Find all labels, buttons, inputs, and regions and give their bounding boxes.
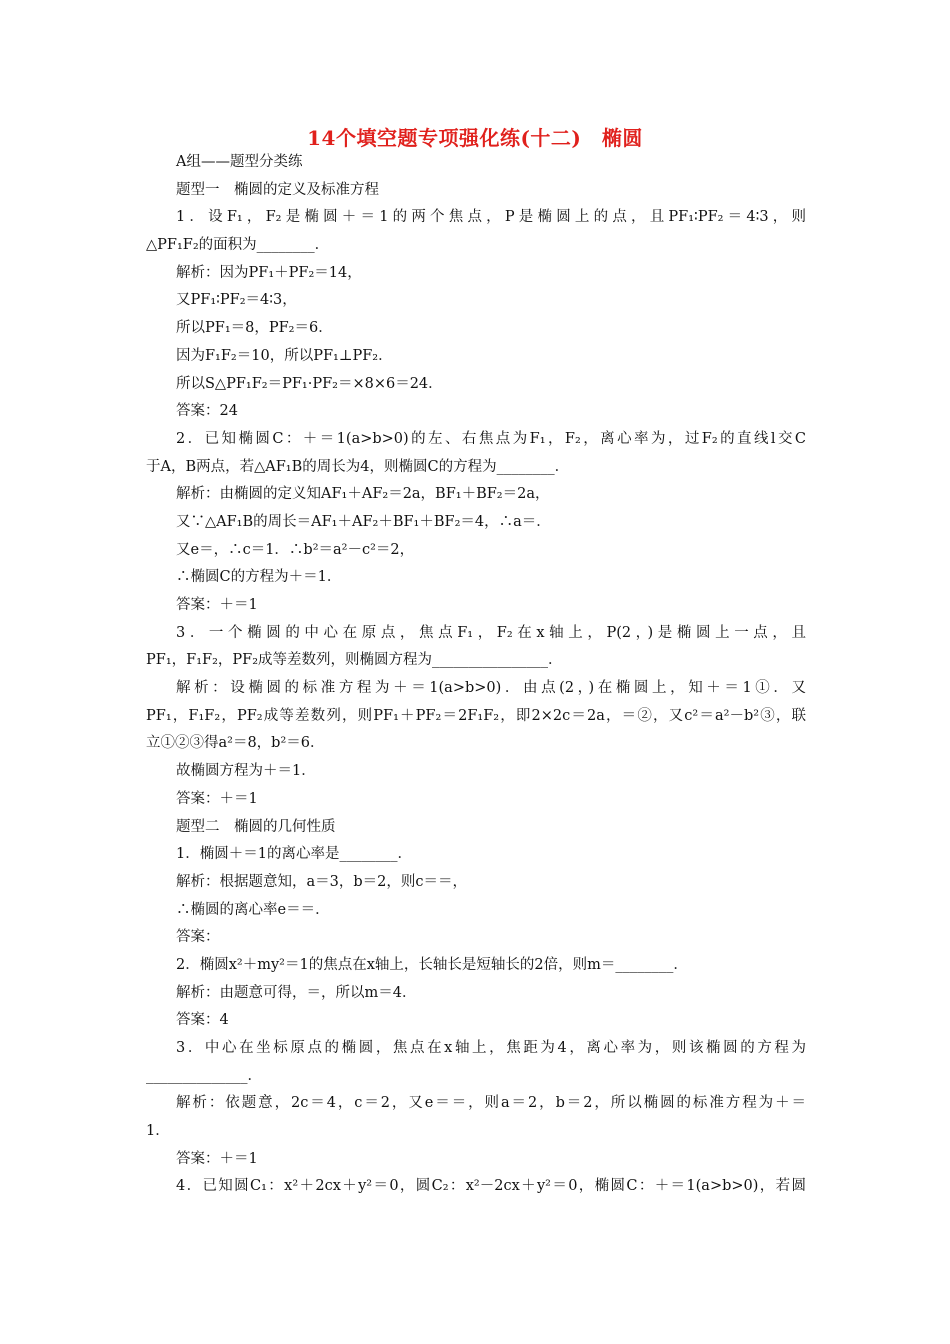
text-line: ______________．: [146, 1067, 262, 1084]
text-line: 1．: [146, 1123, 170, 1140]
text-line: ∴椭圆C的方程为＋＝1．: [176, 569, 342, 586]
text-line: 解析：设椭圆的标准方程为＋＝1(a>b>0)．由点(2，)在椭圆上，知＋＝1①．又: [176, 680, 806, 697]
text-line: 4．已知圆C₁：x²＋2cx＋y²＝0，圆C₂：x²－2cx＋y²＝0，椭圆C：＋＝1(a>b>0)，若圆: [176, 1178, 806, 1195]
text-line: 1．设F₁，F₂是椭圆＋＝1的两个焦点，P是椭圆上的点，且PF₁∶PF₂＝4∶3，则: [176, 209, 806, 226]
text-line: 解析：因为PF₁＋PF₂＝14，: [176, 264, 362, 281]
text-line: 答案：: [176, 929, 220, 946]
text-line: PF₁，F₁F₂，PF₂成等差数列，则椭圆方程为________________．: [146, 652, 563, 669]
text-line: 解析：依题意，2c＝4，c＝2，又e＝＝，则a＝2，b＝2，所以椭圆的标准方程为＋＝: [176, 1095, 806, 1112]
document-body: [146, 149, 806, 1201]
document-title: 14个填空题专项强化练(十二) 椭圆: [307, 126, 643, 150]
text-line: 1．椭圆＋＝1的离心率是________．: [176, 846, 412, 863]
text-line: 答案：＋＝1: [176, 597, 258, 613]
text-line: 又e＝，∴c＝1．∴b²＝a²－c²＝2，: [176, 541, 415, 558]
text-line: 于A，B两点，若△AF₁B的周长为4，则椭圆C的方程为________．: [146, 458, 570, 475]
text-line: 因为F₁F₂＝10，所以PF₁⊥PF₂．: [176, 347, 393, 364]
text-line: 3．中心在坐标原点的椭圆，焦点在x轴上，焦距为4，离心率为，则该椭圆的方程为: [176, 1040, 806, 1056]
text-line: PF₁，F₁F₂，PF₂成等差数列，则PF₁＋PF₂＝2F₁F₂，即2×2c＝2a，＝②，又c²＝a²－b²③，联: [146, 707, 806, 724]
text-line: 故椭圆方程为＋＝1．: [176, 763, 316, 780]
text-line: 2．椭圆x²＋my²＝1的焦点在x轴上，长轴长是短轴长的2倍，则m＝________．: [176, 956, 688, 973]
text-line: 2．已知椭圆C：＋＝1(a>b>0)的左、右焦点为F₁，F₂，离心率为，过F₂的直线l交C: [176, 430, 806, 447]
text-line: 答案：4: [176, 1012, 229, 1029]
text-line: 解析：由椭圆的定义知AF₁＋AF₂＝2a，BF₁＋BF₂＝2a，: [176, 486, 550, 503]
text-line: 3．一个椭圆的中心在原点，焦点F₁，F₂在x轴上，P(2，)是椭圆上一点，且: [176, 624, 806, 641]
text-line: 答案：＋＝1: [176, 1150, 258, 1167]
text-line: 又∵△AF₁B的周长＝AF₁＋AF₂＋BF₁＋BF₂＝4，∴a＝．: [176, 513, 551, 530]
text-line: △PF₁F₂的面积为________．: [146, 237, 330, 254]
text-line: 题型一 椭圆的定义及标准方程: [176, 181, 379, 198]
text-line: 题型二 椭圆的几何性质: [176, 818, 336, 835]
text-line: 解析：根据题意知，a＝3，b＝2，则c＝＝，: [176, 873, 467, 890]
text-line: 答案：24: [176, 403, 238, 420]
text-line: 又PF₁∶PF₂＝4∶3，: [176, 292, 297, 309]
text-line: 立①②③得a²＝8，b²＝6．: [146, 735, 325, 752]
text-line: A组——题型分类练: [176, 154, 303, 170]
text-line: 所以S△PF₁F₂＝PF₁·PF₂＝×8×6＝24．: [176, 375, 443, 392]
text-line: 解析：由题意可得，＝，所以m＝4．: [176, 984, 417, 1001]
text-line: 答案：＋＝1: [176, 790, 258, 807]
text-line: 所以PF₁＝8，PF₂＝6．: [176, 320, 333, 337]
text-line: ∴椭圆的离心率e＝＝．: [176, 901, 330, 918]
